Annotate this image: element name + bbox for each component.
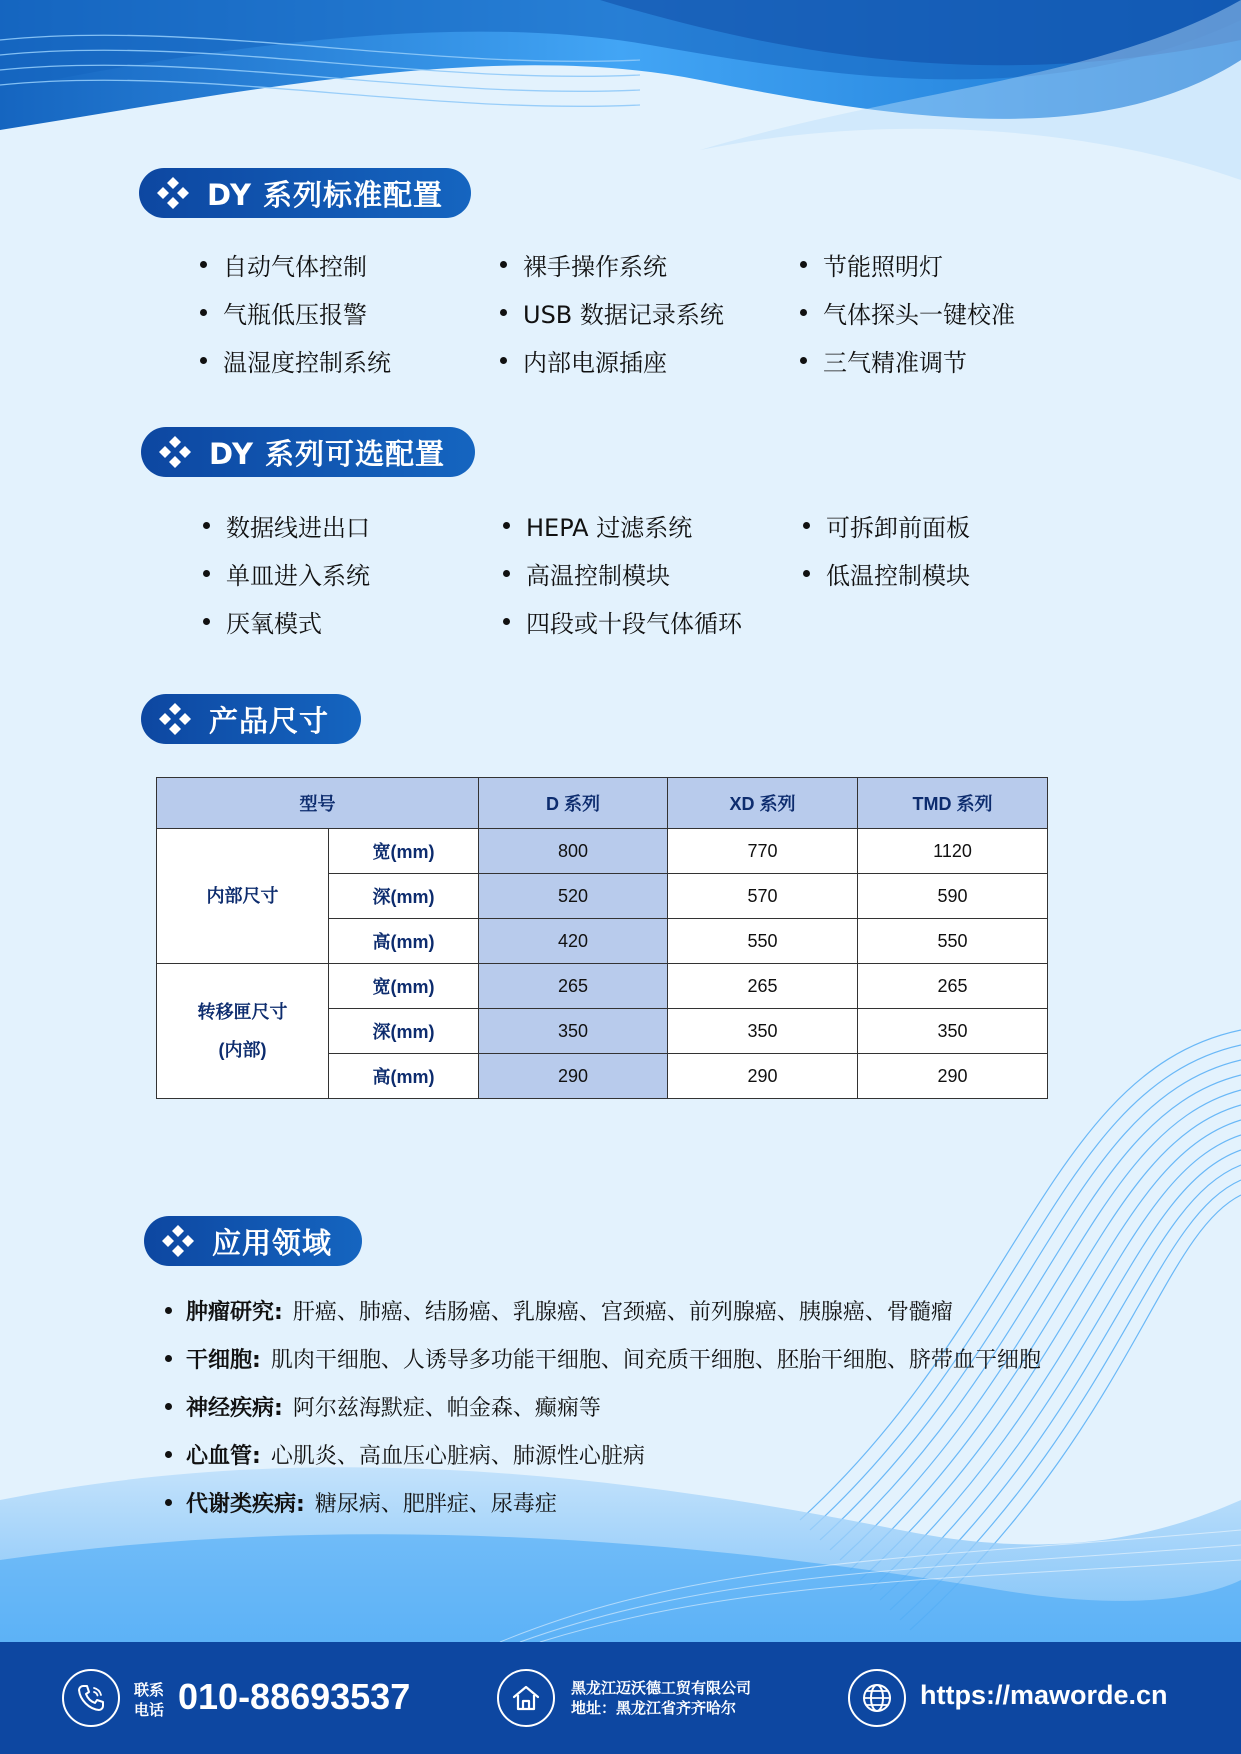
- table-cell: 420: [479, 919, 668, 964]
- list-item: 自动气体控制: [200, 250, 500, 278]
- application-label: 心血管:: [186, 1443, 261, 1469]
- list-item: [165, 1295, 1041, 1325]
- list-item: [165, 1487, 1041, 1517]
- website-link[interactable]: https://maworde.cn: [920, 1680, 1168, 1710]
- dimensions-header: [141, 694, 361, 744]
- dimension-label: 高(mm): [329, 919, 479, 964]
- applications-header: [144, 1216, 362, 1266]
- list-item: 裸手操作系统: [500, 250, 800, 278]
- table-cell: 350: [668, 1009, 858, 1054]
- list-item: 单皿进入系统: [203, 559, 503, 587]
- list-item: 气体探头一键校准: [800, 298, 1100, 326]
- diamond-cluster-icon: [160, 1223, 196, 1259]
- table-cell: 520: [479, 874, 668, 919]
- list-item: HEPA 过滤系统: [503, 511, 803, 539]
- table-cell: 265: [479, 964, 668, 1009]
- table-cell: 265: [858, 964, 1048, 1009]
- table-cell: 770: [668, 829, 858, 874]
- table-row: [157, 829, 1048, 874]
- list-item: 高温控制模块: [503, 559, 803, 587]
- dimension-label: 宽(mm): [329, 964, 479, 1009]
- table-cell: 265: [668, 964, 858, 1009]
- home-icon: [510, 1682, 542, 1714]
- table-cell: 350: [479, 1009, 668, 1054]
- application-label: 干细胞:: [186, 1347, 261, 1373]
- footer-bar: [0, 1642, 1241, 1754]
- company-name: 黑龙江迈沃德工贸有限公司: [571, 1679, 752, 1697]
- company-info: [571, 1678, 751, 1718]
- row-group-label: 转移匣尺寸 (内部): [157, 964, 329, 1099]
- table-cell: 350: [858, 1009, 1048, 1054]
- diamond-cluster-icon: [157, 434, 193, 470]
- application-label: 神经疾病:: [186, 1395, 283, 1421]
- column-header-d: D 系列: [479, 778, 668, 829]
- column-header-xd: XD 系列: [668, 778, 858, 829]
- company-address: 地址：黑龙江省齐齐哈尔: [571, 1699, 737, 1717]
- list-item: [165, 1343, 1041, 1373]
- applications-list: [165, 1295, 1041, 1535]
- list-item: 温湿度控制系统: [200, 346, 500, 374]
- table-cell: 1120: [858, 829, 1048, 874]
- globe-icon: [860, 1681, 894, 1715]
- table-header-row: [157, 778, 1048, 829]
- list-item: 数据线进出口: [203, 511, 503, 539]
- list-item: 厌氧模式: [203, 607, 503, 635]
- standard-config-list: [200, 250, 1100, 377]
- list-item: 低温控制模块: [803, 559, 1103, 587]
- application-label: 代谢类疾病:: [186, 1491, 305, 1517]
- table-cell: 570: [668, 874, 858, 919]
- table-cell: 290: [668, 1054, 858, 1099]
- list-item: 内部电源插座: [500, 346, 800, 374]
- list-item: USB 数据记录系统: [500, 298, 800, 326]
- table-cell: 550: [668, 919, 858, 964]
- table-cell: 590: [858, 874, 1048, 919]
- table-row: [157, 964, 1048, 1009]
- dimension-label: 深(mm): [329, 874, 479, 919]
- list-item: 可拆卸前面板: [803, 511, 1103, 539]
- column-header-model: 型号: [157, 778, 479, 829]
- row-group-label: 内部尺寸: [157, 829, 329, 964]
- table-cell: 550: [858, 919, 1048, 964]
- section-title: DY 系列可选配置: [209, 436, 446, 471]
- application-text: 阿尔兹海默症、帕金森、癫痫等: [292, 1395, 601, 1421]
- list-item: 三气精准调节: [800, 346, 1100, 374]
- application-label: 肿瘤研究:: [186, 1299, 283, 1325]
- dimension-label: 高(mm): [329, 1054, 479, 1099]
- application-text: 肝癌、肺癌、结肠癌、乳腺癌、宫颈癌、前列腺癌、胰腺癌、骨髓瘤: [292, 1299, 953, 1325]
- application-text: 肌肉干细胞、人诱导多功能干细胞、间充质干细胞、胚胎干细胞、脐带血干细胞: [270, 1347, 1041, 1373]
- section-title: 应用领域: [212, 1225, 333, 1260]
- application-text: 心肌炎、高血压心脏病、肺源性心脏病: [270, 1443, 645, 1469]
- table-cell: 290: [858, 1054, 1048, 1099]
- optional-config-list: [203, 511, 1103, 638]
- application-text: 糖尿病、肥胖症、尿毒症: [314, 1491, 557, 1517]
- home-icon-circle: [497, 1669, 555, 1727]
- section-title: DY 系列标准配置: [207, 177, 444, 212]
- table-cell: 800: [479, 829, 668, 874]
- column-header-tmd: TMD 系列: [858, 778, 1048, 829]
- section-title: 产品尺寸: [209, 703, 330, 738]
- globe-icon-circle: [848, 1669, 906, 1727]
- diamond-cluster-icon: [155, 175, 191, 211]
- phone-number[interactable]: 010-88693537: [178, 1676, 411, 1717]
- dimension-label: 深(mm): [329, 1009, 479, 1054]
- diamond-cluster-icon: [157, 701, 193, 737]
- standard-config-header: [139, 168, 471, 218]
- dimension-label: 宽(mm): [329, 829, 479, 874]
- contact-label: 联系 电话: [134, 1681, 165, 1719]
- dimensions-table: [156, 777, 1048, 1099]
- phone-icon: [75, 1682, 107, 1714]
- list-item: 气瓶低压报警: [200, 298, 500, 326]
- optional-config-header: [141, 427, 475, 477]
- list-item: 节能照明灯: [800, 250, 1100, 278]
- list-item: [165, 1391, 1041, 1421]
- list-item: 四段或十段气体循环: [503, 607, 803, 635]
- phone-icon-circle: [62, 1669, 120, 1727]
- table-cell: 290: [479, 1054, 668, 1099]
- list-item: [165, 1439, 1041, 1469]
